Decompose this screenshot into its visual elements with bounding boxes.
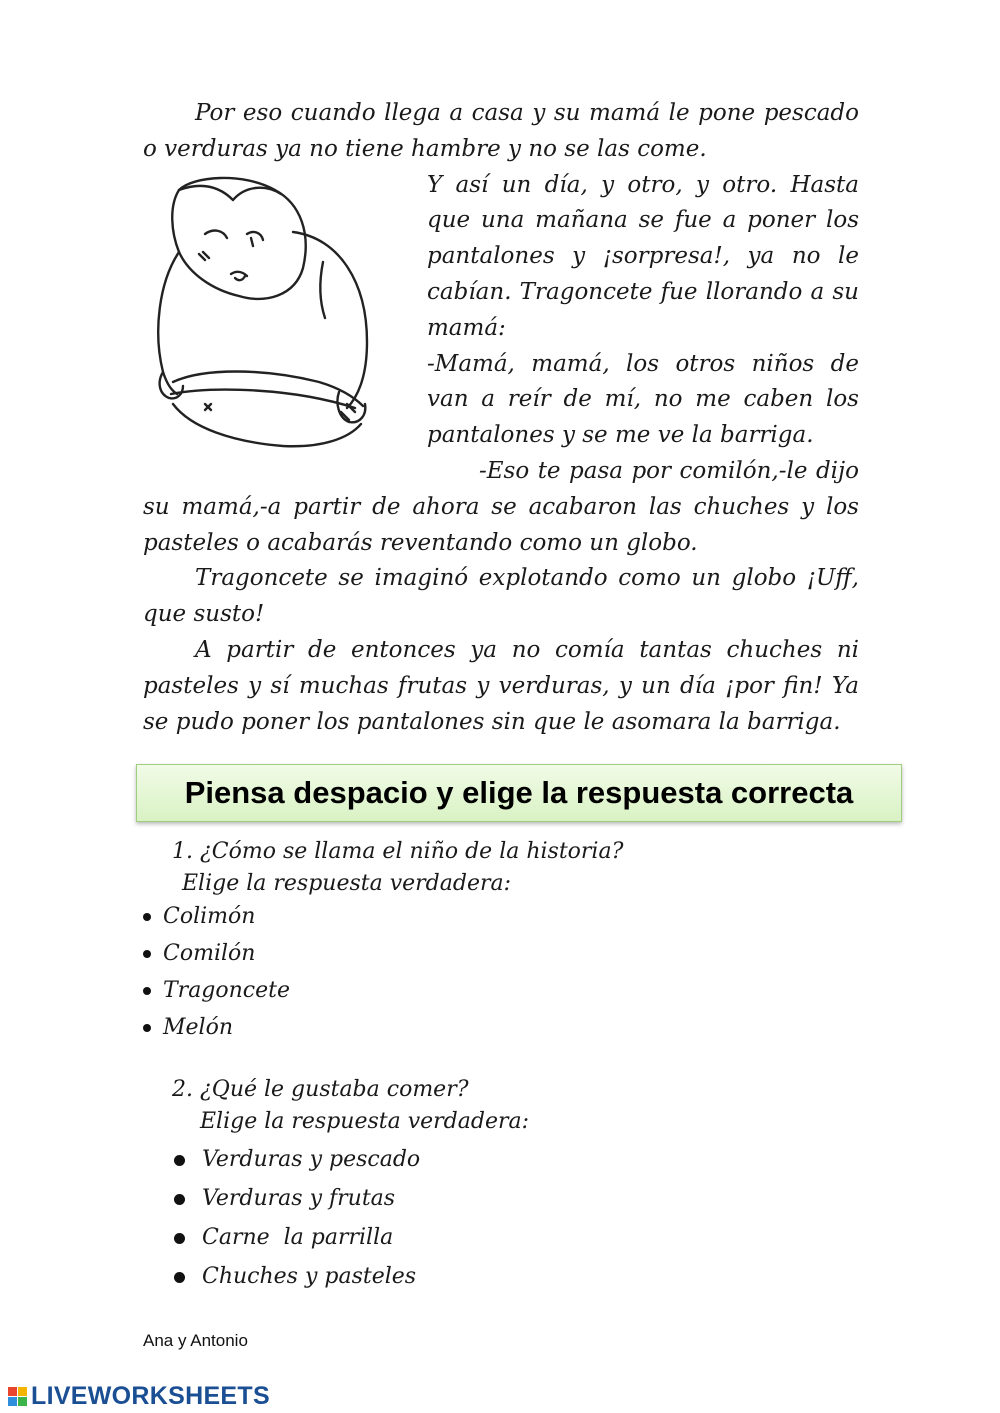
bullet-icon [174, 1194, 185, 1205]
option-label: Chuches y pasteles [202, 1264, 417, 1289]
story-paragraph-6: A partir de entonces ya no comía tantas chuches ni pasteles y sí muchas frutas y verduras, y un día ¡por fin! Ya se pudo poner los pantalones sin que le asomara la barriga. [143, 636, 859, 735]
question-1-text: ¿Cómo se llama el niño de la historia? [200, 839, 624, 864]
bullet-icon [174, 1272, 185, 1283]
option-label: Colimón [163, 904, 256, 929]
boy-belly-illustration [143, 172, 411, 460]
question-2 [172, 1074, 469, 1106]
question-2-number: 2. [172, 1077, 193, 1102]
option-label: Comilón [163, 941, 256, 966]
option-label: Melón [163, 1015, 233, 1040]
author-footer: Ana y Antonio [143, 1331, 248, 1350]
question-1-option[interactable] [143, 903, 255, 931]
question-2-option[interactable] [174, 1185, 395, 1213]
option-label: Carne la parrilla [202, 1225, 394, 1250]
question-2-text: ¿Qué le gustaba comer? [200, 1077, 469, 1102]
question-1-instruction: Elige la respuesta verdadera: [182, 871, 512, 896]
instruction-heading-box [136, 764, 902, 822]
question-2-instruction: Elige la respuesta verdadera: [200, 1109, 530, 1134]
story-text [143, 96, 859, 740]
question-1-option[interactable] [143, 940, 255, 968]
story-paragraph-3: -Mamá, mamá, los otros niños de van a reír de mí, no me caben los pantalones y se me ve la barriga. [427, 350, 859, 449]
brand-name: LIVEWORKSHEETS [31, 1381, 270, 1410]
bullet-icon [143, 987, 151, 995]
instruction-heading: Piensa despacio y elige la respuesta correcta [184, 775, 854, 810]
question-1-option[interactable] [143, 1014, 233, 1042]
question-2-option[interactable] [174, 1146, 420, 1174]
option-label: Verduras y pescado [202, 1147, 421, 1172]
bullet-icon [143, 913, 151, 921]
question-1 [172, 836, 623, 868]
question-2-option[interactable] [174, 1263, 416, 1291]
story-paragraph-4: -Eso te pasa por comilón,-le dijo su mamá,-a partir de ahora se acabaron las chuches y los pasteles o acabarás reventando como un globo. [143, 457, 859, 556]
liveworksheets-brand[interactable] [8, 1381, 270, 1411]
story-paragraph-2: Y así un día, y otro, y otro. Hasta que una mañana se fue a poner los pantalones y ¡sorpresa!, ya no le cabían. Tragoncete fue llorando a su mamá: [427, 171, 859, 341]
bullet-icon [174, 1155, 185, 1166]
question-1-option[interactable] [143, 977, 290, 1005]
story-paragraph-1: Por eso cuando llega a casa y su mamá le pone pescado o verduras ya no tiene hambre y no se las come. [143, 100, 859, 162]
bullet-icon [143, 1024, 151, 1032]
bullet-icon [174, 1233, 185, 1244]
story-paragraph-5: Tragoncete se imaginó explotando como un globo ¡Uff, que susto! [143, 565, 859, 628]
liveworksheets-logo-icon [8, 1387, 27, 1406]
option-label: Verduras y frutas [202, 1186, 396, 1211]
bullet-icon [143, 950, 151, 958]
question-2-option[interactable] [174, 1224, 393, 1252]
option-label: Tragoncete [163, 978, 291, 1003]
question-1-number: 1. [172, 839, 193, 864]
